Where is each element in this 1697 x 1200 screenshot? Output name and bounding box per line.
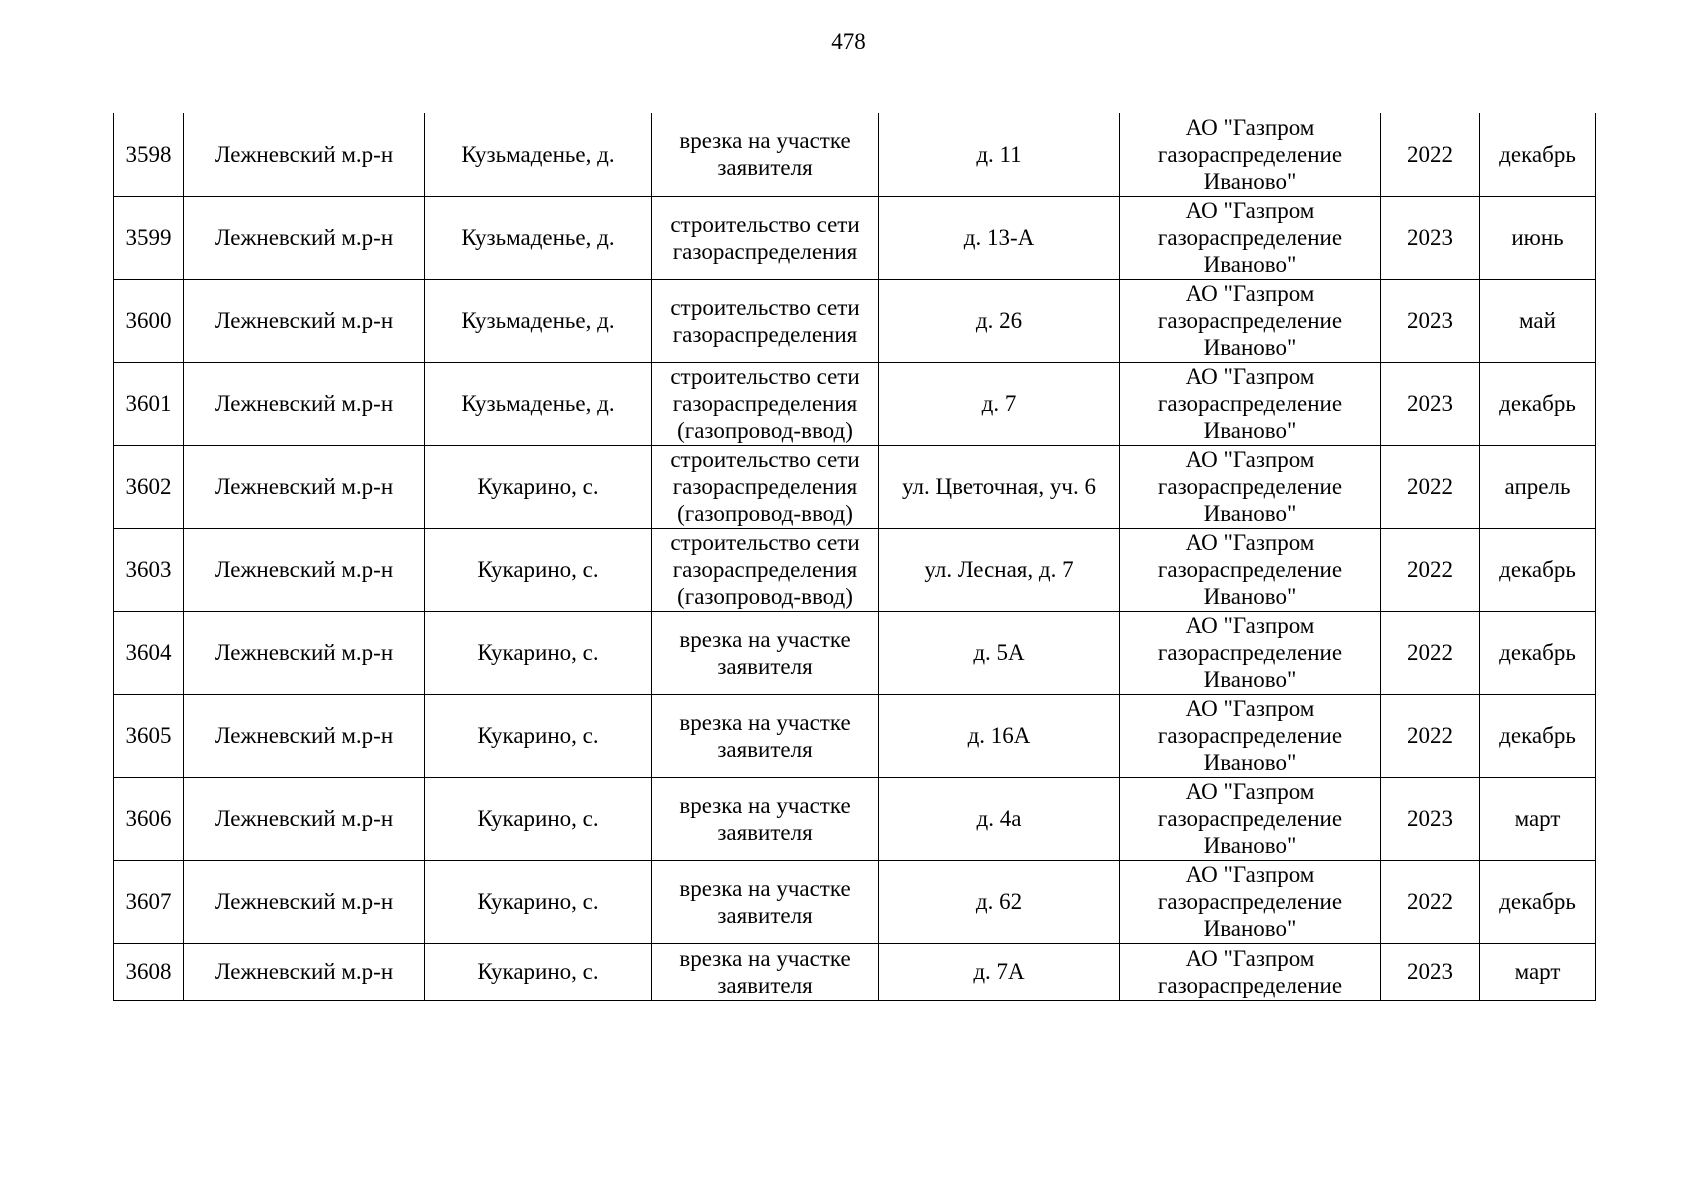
cell-year: 2022 (1381, 694, 1480, 777)
cell-row-number: 3603 (114, 528, 184, 611)
cell-organization-line: АО "Газпром (1185, 779, 1315, 804)
cell-organization-line: АО "Газпром (1185, 114, 1315, 140)
cell-locality: Кукарино, с. (425, 860, 652, 943)
cell-district: Лежневский м.р-н (184, 279, 425, 362)
cell-address: д. 13-А (879, 196, 1120, 279)
cell-row-number: 3599 (114, 196, 184, 279)
cell-organization-line: АО "Газпром (1185, 613, 1315, 638)
cell-organization-line: газораспределение (1157, 723, 1343, 748)
cell-work-type-line: строительство сети (670, 447, 860, 472)
cell-district: Лежневский м.р-н (184, 113, 425, 196)
cell-work-type-line: газораспределения (672, 391, 858, 416)
cell-month: июнь (1480, 196, 1596, 279)
cell-organization-line: газораспределение (1157, 391, 1343, 416)
cell-year: 2022 (1381, 445, 1480, 528)
cell-month: декабрь (1480, 362, 1596, 445)
cell-address: д. 7А (879, 943, 1120, 1000)
cell-work-type-line: врезка на участке (679, 792, 851, 818)
cell-work-type-line: газораспределения (672, 238, 858, 264)
cell-work-type-line: строительство сети (670, 530, 860, 555)
table-row (114, 362, 1596, 445)
cell-organization (1120, 279, 1381, 362)
cell-organization (1120, 362, 1381, 445)
cell-district: Лежневский м.р-н (184, 943, 425, 1000)
cell-year: 2022 (1381, 860, 1480, 943)
cell-organization-line: газораспределение (1157, 225, 1343, 250)
cell-locality: Кукарино, с. (425, 777, 652, 860)
cell-address: д. 7 (879, 362, 1120, 445)
cell-year: 2023 (1381, 362, 1480, 445)
cell-work-type (652, 113, 879, 196)
cell-work-type (652, 279, 879, 362)
cell-locality: Кузьмаденье, д. (425, 279, 652, 362)
cell-month: май (1480, 279, 1596, 362)
cell-work-type-line: строительство сети (670, 364, 860, 389)
cell-work-type-line: заявителя (717, 653, 813, 679)
cell-year: 2023 (1381, 279, 1480, 362)
cell-district: Лежневский м.р-н (184, 362, 425, 445)
cell-month: декабрь (1480, 860, 1596, 943)
cell-work-type-line: газораспределения (672, 321, 858, 347)
cell-work-type-line: (газопровод-ввод) (677, 584, 853, 609)
cell-organization-line: АО "Газпром (1185, 862, 1315, 887)
cell-organization-line: газораспределение (1157, 640, 1343, 665)
cell-work-type (652, 943, 879, 1000)
cell-work-type-line: врезка на участке (679, 709, 851, 735)
cell-organization-line: Иваново" (1203, 584, 1297, 609)
cell-organization (1120, 113, 1381, 196)
cell-organization-line: газораспределение (1157, 889, 1343, 914)
cell-organization-line: АО "Газпром (1185, 945, 1315, 971)
cell-address: ул. Цветочная, уч. 6 (879, 445, 1120, 528)
cell-work-type-line: строительство сети (670, 294, 860, 320)
cell-month: декабрь (1480, 611, 1596, 694)
cell-work-type (652, 611, 879, 694)
table-row (114, 860, 1596, 943)
cell-row-number: 3607 (114, 860, 184, 943)
cell-organization-line: газораспределение (1157, 474, 1343, 499)
cell-organization (1120, 611, 1381, 694)
cell-organization (1120, 196, 1381, 279)
cell-month: декабрь (1480, 113, 1596, 196)
cell-year: 2022 (1381, 611, 1480, 694)
cell-district: Лежневский м.р-н (184, 196, 425, 279)
cell-work-type-line: врезка на участке (679, 626, 851, 652)
cell-year: 2022 (1381, 528, 1480, 611)
cell-organization-line: газораспределение (1157, 972, 1343, 998)
cell-organization-line: Иваново" (1203, 335, 1297, 360)
table-body (114, 113, 1596, 1000)
cell-work-type (652, 694, 879, 777)
cell-work-type (652, 362, 879, 445)
cell-organization-line: Иваново" (1203, 833, 1297, 858)
cell-district: Лежневский м.р-н (184, 860, 425, 943)
gasification-schedule-table (113, 113, 1596, 1001)
cell-organization (1120, 777, 1381, 860)
cell-work-type (652, 528, 879, 611)
table-row (114, 777, 1596, 860)
cell-work-type-line: (газопровод-ввод) (677, 501, 853, 526)
table-row (114, 113, 1596, 196)
cell-organization-line: Иваново" (1203, 168, 1297, 194)
table-row (114, 528, 1596, 611)
cell-organization-line: газораспределение (1157, 141, 1343, 167)
cell-locality: Кукарино, с. (425, 611, 652, 694)
cell-locality: Кукарино, с. (425, 528, 652, 611)
cell-locality: Кузьмаденье, д. (425, 113, 652, 196)
cell-organization-line: Иваново" (1203, 252, 1297, 277)
cell-year: 2023 (1381, 777, 1480, 860)
cell-district: Лежневский м.р-н (184, 694, 425, 777)
cell-locality: Кузьмаденье, д. (425, 196, 652, 279)
cell-locality: Кукарино, с. (425, 943, 652, 1000)
cell-address: д. 62 (879, 860, 1120, 943)
cell-work-type-line: заявителя (717, 736, 813, 762)
cell-organization-line: газораспределение (1157, 308, 1343, 333)
cell-month: апрель (1480, 445, 1596, 528)
cell-work-type (652, 777, 879, 860)
cell-organization-line: газораспределение (1157, 806, 1343, 831)
table-row (114, 196, 1596, 279)
cell-organization-line: Иваново" (1203, 750, 1297, 775)
cell-row-number: 3604 (114, 611, 184, 694)
cell-work-type-line: заявителя (717, 155, 813, 181)
cell-organization-line: АО "Газпром (1185, 281, 1315, 306)
cell-locality: Кузьмаденье, д. (425, 362, 652, 445)
cell-work-type-line: врезка на участке (679, 875, 851, 901)
table-row (114, 694, 1596, 777)
cell-organization-line: газораспределение (1157, 557, 1343, 582)
cell-work-type-line: строительство сети (670, 211, 860, 237)
cell-row-number: 3606 (114, 777, 184, 860)
cell-work-type-line: (газопровод-ввод) (677, 418, 853, 443)
cell-row-number: 3602 (114, 445, 184, 528)
cell-year: 2023 (1381, 196, 1480, 279)
cell-district: Лежневский м.р-н (184, 445, 425, 528)
cell-row-number: 3601 (114, 362, 184, 445)
cell-district: Лежневский м.р-н (184, 611, 425, 694)
table-row (114, 279, 1596, 362)
cell-organization-line: Иваново" (1203, 667, 1297, 692)
cell-organization-line: АО "Газпром (1185, 696, 1315, 721)
cell-work-type-line: заявителя (717, 819, 813, 845)
cell-address: ул. Лесная, д. 7 (879, 528, 1120, 611)
page-number: 478 (831, 29, 866, 54)
cell-organization-line: АО "Газпром (1185, 364, 1315, 389)
cell-organization-line: АО "Газпром (1185, 447, 1315, 472)
cell-locality: Кукарино, с. (425, 694, 652, 777)
cell-month: декабрь (1480, 528, 1596, 611)
cell-month: март (1480, 943, 1596, 1000)
cell-work-type-line: заявителя (717, 972, 813, 998)
cell-district: Лежневский м.р-н (184, 528, 425, 611)
cell-address: д. 11 (879, 113, 1120, 196)
table-row (114, 445, 1596, 528)
cell-organization-line: АО "Газпром (1185, 198, 1315, 223)
cell-organization-line: Иваново" (1203, 916, 1297, 941)
cell-work-type-line: врезка на участке (679, 945, 851, 971)
cell-organization (1120, 694, 1381, 777)
cell-row-number: 3600 (114, 279, 184, 362)
cell-work-type-line: заявителя (717, 902, 813, 928)
cell-organization (1120, 943, 1381, 1000)
cell-address: д. 5А (879, 611, 1120, 694)
cell-work-type-line: газораспределения (672, 557, 858, 582)
cell-row-number: 3605 (114, 694, 184, 777)
cell-organization (1120, 528, 1381, 611)
table-row (114, 611, 1596, 694)
cell-work-type (652, 445, 879, 528)
cell-work-type (652, 196, 879, 279)
cell-organization (1120, 445, 1381, 528)
cell-address: д. 4а (879, 777, 1120, 860)
cell-organization-line: Иваново" (1203, 501, 1297, 526)
cell-address: д. 26 (879, 279, 1120, 362)
cell-organization (1120, 860, 1381, 943)
cell-year: 2022 (1381, 113, 1480, 196)
cell-organization-line: Иваново" (1203, 418, 1297, 443)
cell-work-type (652, 860, 879, 943)
cell-organization-line: АО "Газпром (1185, 530, 1315, 555)
cell-row-number: 3598 (114, 113, 184, 196)
table-row (114, 943, 1596, 1000)
cell-month: март (1480, 777, 1596, 860)
cell-year: 2023 (1381, 943, 1480, 1000)
cell-month: декабрь (1480, 694, 1596, 777)
cell-locality: Кукарино, с. (425, 445, 652, 528)
cell-work-type-line: врезка на участке (679, 128, 851, 154)
cell-district: Лежневский м.р-н (184, 777, 425, 860)
cell-address: д. 16А (879, 694, 1120, 777)
cell-work-type-line: газораспределения (672, 474, 858, 499)
cell-row-number: 3608 (114, 943, 184, 1000)
